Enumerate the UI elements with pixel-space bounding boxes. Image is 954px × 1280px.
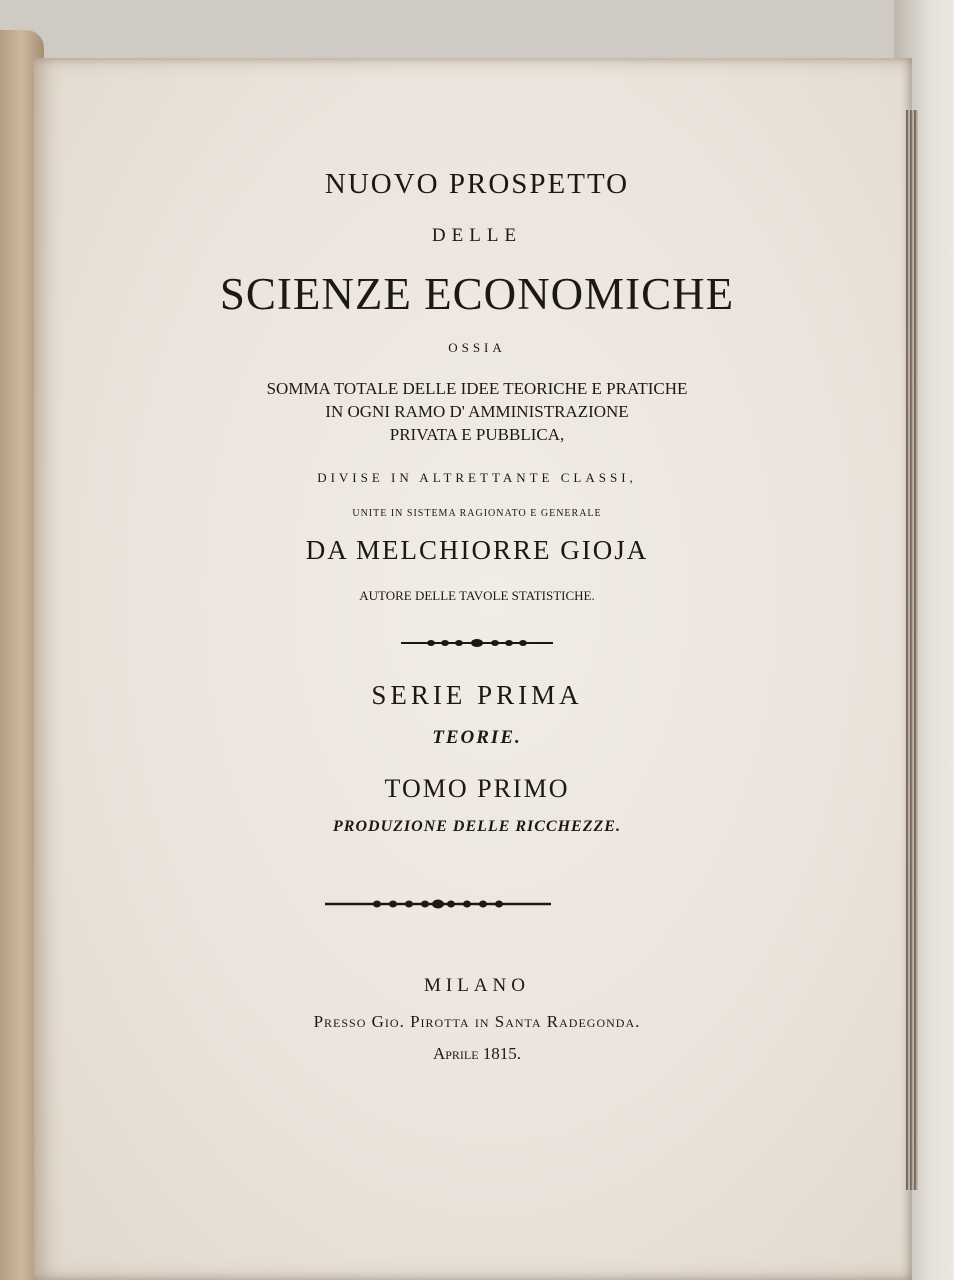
imprint-publisher: Presso Gio. Pirotta in Santa Radegonda. xyxy=(313,1012,641,1031)
author-name: DA MELCHIORRE GIOJA xyxy=(305,535,649,565)
series-title: SERIE PRIMA xyxy=(371,680,583,710)
imprint-city: MILANO xyxy=(424,975,530,996)
divise-text: DIVISE IN ALTRETTANTE CLASSI, xyxy=(317,470,637,485)
ornamental-rule-top xyxy=(401,636,553,650)
subtitle-line-2: IN OGNI RAMO D' AMMINISTRAZIONE xyxy=(325,402,629,421)
series-subtitle: TEORIE. xyxy=(432,727,522,748)
ossia-text: OSSIA xyxy=(448,340,506,355)
title-line-1: NUOVO PROSPETTO xyxy=(324,168,630,200)
unite-text: UNITE IN SISTEMA RAGIONATO E GENERALE xyxy=(352,508,602,519)
volume-subtitle: PRODUZIONE DELLE RICCHEZZE. xyxy=(333,818,621,835)
ornamental-rule-bottom xyxy=(325,897,551,911)
main-title: SCIENZE ECONOMICHE xyxy=(219,269,735,319)
title-line-2: DELLE xyxy=(431,225,523,246)
subtitle-line-1: SOMMA TOTALE DELLE IDEE TEORICHE E PRATICHE xyxy=(266,379,688,398)
author-note: AUTORE DELLE TAVOLE STATISTICHE. xyxy=(359,588,595,603)
imprint-date: Aprile 1815. xyxy=(432,1044,522,1063)
volume-title: TOMO PRIMO xyxy=(384,774,570,803)
subtitle-line-3: PRIVATA E PUBBLICA, xyxy=(389,425,565,444)
